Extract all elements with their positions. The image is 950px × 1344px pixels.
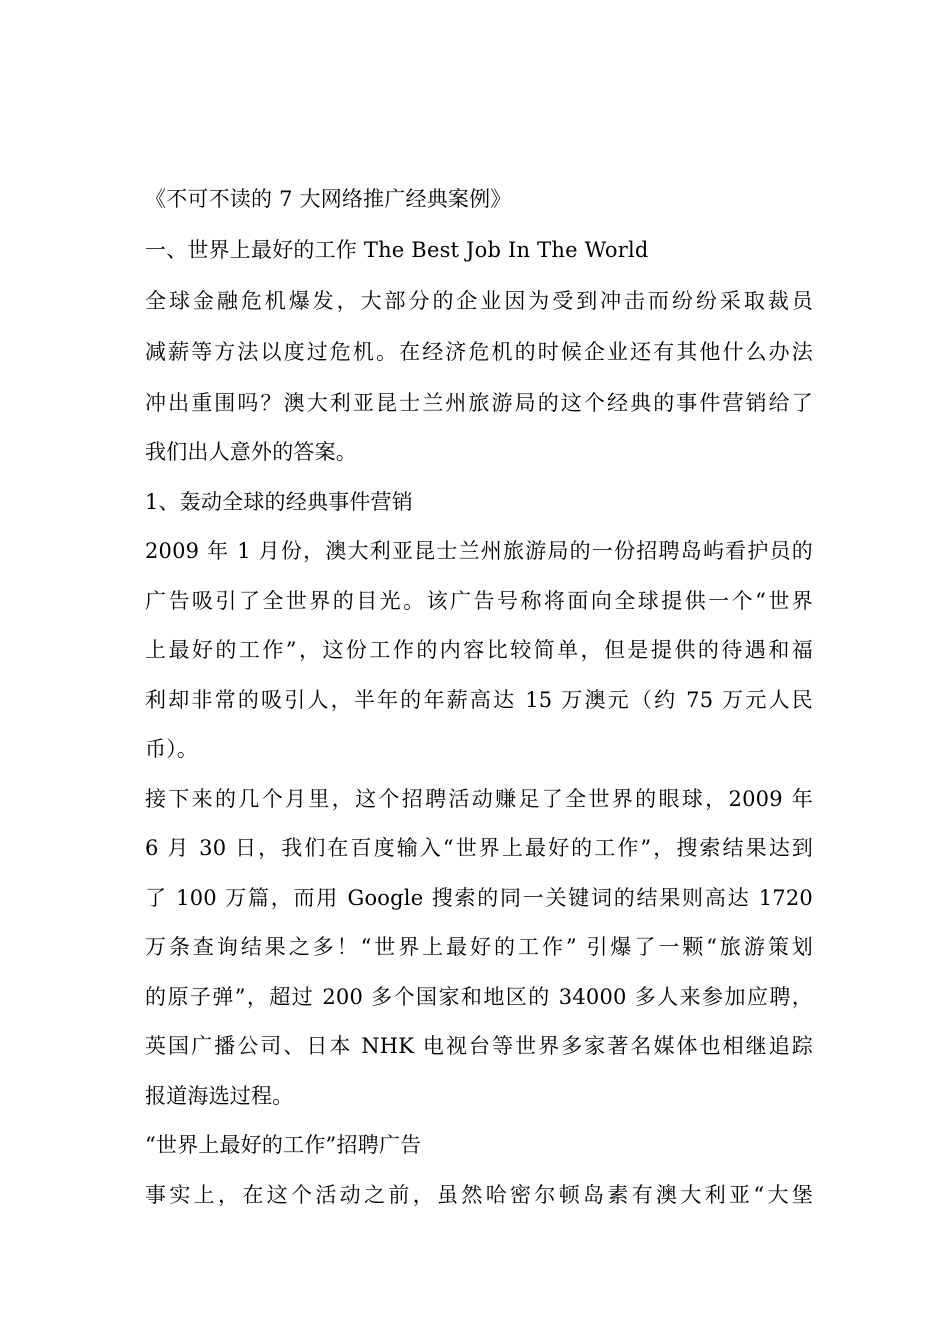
paragraph-2-line-2: 广告吸引了全世界的目光。该广告号称将面向全球提供一个“世界 xyxy=(145,589,813,613)
paragraph-3-line-1: 接下来的几个月里，这个招聘活动赚足了全世界的眼球，2009 年 xyxy=(145,787,813,811)
paragraph-1-line-1: 全球金融危机爆发，大部分的企业因为受到冲击而纷纷采取裁员 xyxy=(145,289,813,313)
paragraph-3-line-4: 万条查询结果之多！“世界上最好的工作” 引爆了一颗“旅游策划 xyxy=(145,935,813,959)
paragraph-2-line-3: 上最好的工作”，这份工作的内容比较简单，但是提供的待遇和福 xyxy=(145,638,813,662)
paragraph-1-line-2: 减薪等方法以度过危机。在经济危机的时候企业还有其他什么办法 xyxy=(145,340,813,364)
section-heading: 一、世界上最好的工作 The Best Job In The World xyxy=(145,238,649,262)
image-caption: “世界上最好的工作”招聘广告 xyxy=(145,1133,422,1157)
paragraph-4-line-1: 事实上，在这个活动之前，虽然哈密尔顿岛素有澳大利亚“大堡 xyxy=(145,1183,813,1207)
subheading: 1、轰动全球的经典事件营销 xyxy=(145,490,413,514)
paragraph-2-line-4: 利却非常的吸引人，半年的年薪高达 15 万澳元（约 75 万元人民 xyxy=(145,688,813,712)
paragraph-3-line-7: 报道海选过程。 xyxy=(145,1084,294,1108)
paragraph-3-line-5: 的原子弹”，超过 200 多个国家和地区的 34000 多人来参加应聘， xyxy=(145,985,813,1009)
document-title: 《不可不读的 7 大网络推广经典案例》 xyxy=(145,187,512,211)
paragraph-1-line-4: 我们出人意外的答案。 xyxy=(145,440,357,464)
paragraph-2-line-1: 2009 年 1 月份，澳大利亚昆士兰州旅游局的一份招聘岛屿看护员的 xyxy=(145,539,813,563)
paragraph-3-line-3: 了 100 万篇，而用 Google 搜索的同一关键词的结果则高达 1720 xyxy=(145,886,813,910)
paragraph-3-line-6: 英国广播公司、日本 NHK 电视台等世界多家著名媒体也相继追踪 xyxy=(145,1034,813,1058)
paragraph-1-line-3: 冲出重围吗？澳大利亚昆士兰州旅游局的这个经典的事件营销给了 xyxy=(145,391,813,415)
paragraph-2-line-5: 币）。 xyxy=(145,737,199,761)
paragraph-3-line-2: 6 月 30 日，我们在百度输入“世界上最好的工作”，搜索结果达到 xyxy=(145,836,813,860)
